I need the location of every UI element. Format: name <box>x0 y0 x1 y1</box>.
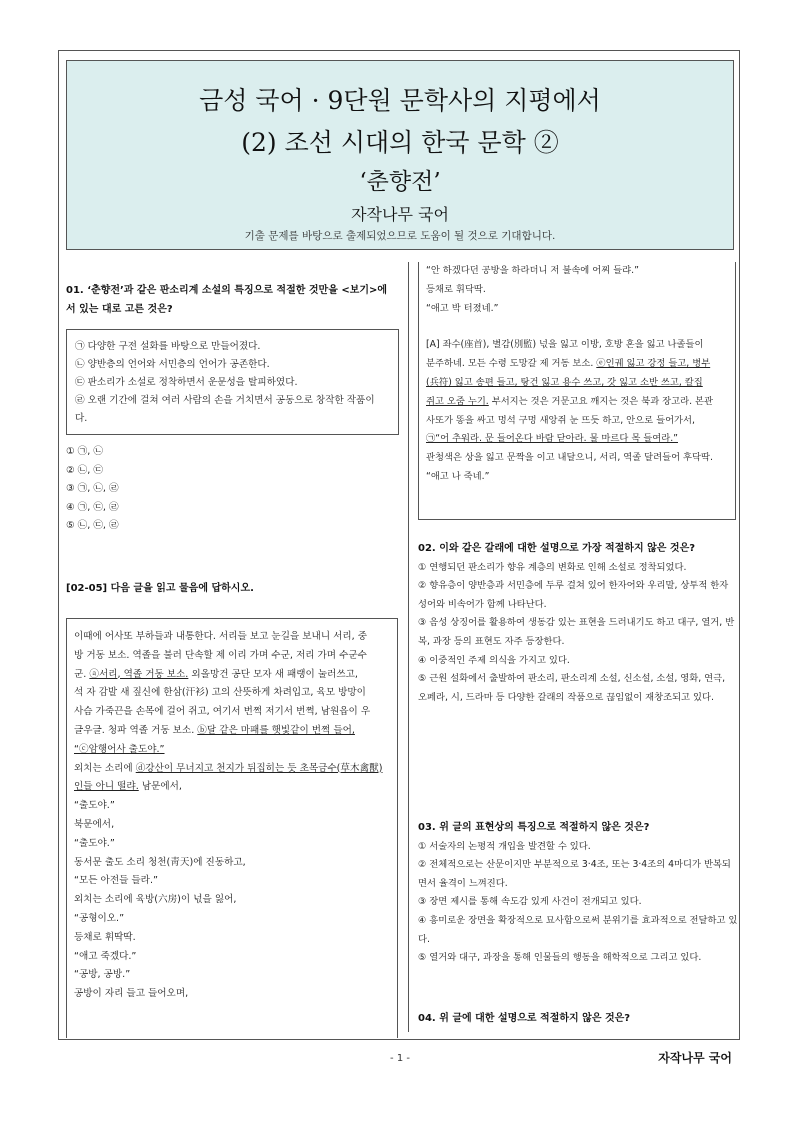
passage-line: “공방, 공방.” <box>74 969 131 981</box>
passage-line: “출도야.” <box>74 800 115 812</box>
choice-item[interactable]: ④ 흥미로운 장면을 확장적으로 묘사함으로써 분위기를 효과적으로 전달하고 있 다. <box>418 914 738 945</box>
choice-item[interactable]: ⑤ 근원 설화에서 출발하여 판소리, 판소리계 소설, 신소설, 소설, 영화, 연극, 오페라, 시, 드라마 등 다양한 갈래의 작품으로 끊임없이 재창조되고 있다. <box>418 673 726 703</box>
title-line-2: (2) 조선 시대의 한국 문학 ② <box>241 128 559 157</box>
passage-line: 등채로 휘딱딱. <box>74 931 136 943</box>
title-line-3: ‘춘향전’ <box>359 169 441 195</box>
q01-choices <box>66 443 399 536</box>
passage-line: ㉠“어 추워라. 문 들어온다 바람 닫아라. 물 마르다 목 들여라.” <box>426 433 678 445</box>
passage-line: “안 하겠다던 공방을 하라더니 저 불속에 어찌 들랴.” <box>426 265 639 276</box>
passage-line: 군. ⓐ서리, 역졸 거동 보소. 외올망건 공단 모자 새 패랭이 눌러쓰고, <box>74 668 358 680</box>
passage-right <box>426 262 732 487</box>
q03-block <box>418 819 738 968</box>
passage-line: 외치는 소리에 육방(六房)이 넋을 잃어, <box>74 894 237 906</box>
passage-line: 인들 아니 떨랴. 남문에서, <box>74 781 182 793</box>
passage-line: 사또가 똥을 싸고 멍석 구멍 새앙쥐 눈 뜨듯 하고, 안으로 들어가서, <box>426 414 695 426</box>
passage-line: 방 거동 보소. 역졸을 불러 단속할 제 이리 가며 수군, 저리 가며 수군수 <box>74 649 367 661</box>
underline-e: ⓔ인궤 잃고 강정 들고, 병부 <box>596 358 711 370</box>
choice-item[interactable]: ① 서술자의 논평적 개입을 발견할 수 있다. <box>418 840 591 852</box>
choice-item[interactable]: ⑤ 열거와 대구, 과장을 통해 인물들의 행동을 해학적으로 그리고 있다. <box>418 952 702 964</box>
passage-line: “애고 나 죽네.” <box>426 470 490 482</box>
q03-stem: 03. 위 글의 표현상의 특징으로 적절하지 않은 것은? <box>418 822 650 833</box>
passage-line: 이때에 어사또 부하들과 내통한다. 서리들 보고 눈길을 보내니 서리, 중 <box>74 631 368 642</box>
choice-item[interactable]: ④ ㉠, ㉢, ㉣ <box>66 501 119 513</box>
header-note: 기출 문제를 바탕으로 출제되었으므로 도움이 될 것으로 기대합니다. <box>244 230 556 242</box>
passage-line: 동서문 출도 소리 청천(靑天)에 진동하고, <box>74 856 246 868</box>
passage-line: [A] 좌수(座首), 별감(別監) 넋을 잃고 이방, 호방 혼을 잃고 나졸들이 <box>426 339 704 351</box>
left-column <box>66 282 399 598</box>
passage-line: “모든 아전들 들라.” <box>74 875 158 887</box>
choice-item[interactable]: ② 전체적으로는 산문이지만 부분적으로 3·4조, 또는 3·4조의 4마디가 반복되 면서 율격이 느껴진다. <box>418 859 731 889</box>
choice-item[interactable]: ③ 장면 제시를 통해 속도감 있게 사건이 전개되고 있다. <box>418 896 642 908</box>
choice-item[interactable]: ⑤ ㉡, ㉢, ㉣ <box>66 520 119 531</box>
title-header <box>66 60 734 250</box>
section-heading: [02-05] 다음 글을 읽고 물음에 답하시오. <box>66 582 254 594</box>
passage-left <box>74 628 392 1004</box>
choice-item[interactable]: ④ 이중적인 주제 의식을 가지고 있다. <box>418 654 570 666</box>
passage-line: 등채로 휘닥딱. <box>426 283 486 295</box>
passage-line: “애고 박 터졌네.” <box>426 302 499 314</box>
q01-stem <box>66 282 399 319</box>
bogi-item: ㉠ 다양한 구전 설화를 바탕으로 만들어졌다. <box>75 341 261 352</box>
bogi-item: ㉡ 양반층의 언어와 서민층의 언어가 공존한다. <box>75 359 270 370</box>
choice-item[interactable]: ③ ㉠, ㉡, ㉣ <box>66 483 119 494</box>
bogi-item: 다. <box>75 413 88 424</box>
passage-line: 북문에서, <box>74 818 115 830</box>
choice-item[interactable]: ② ㉡, ㉢ <box>66 464 103 476</box>
bogi-item: ㉣ 오랜 기간에 걸쳐 여러 사람의 손을 거치면서 공동으로 창작한 작품이 <box>75 395 375 406</box>
passage-line: 관청색은 상을 잃고 문짝을 이고 내달으니, 서리, 역졸 달려들어 후닥딱. <box>426 452 713 464</box>
header-brand: 자작나무 국어 <box>351 205 449 224</box>
choice-item[interactable]: ② 향유층이 양반층과 서민층에 두루 걸쳐 있어 한자어와 우리말, 상투적 한자 성어와 비속어가 함께 나타난다. <box>418 580 729 610</box>
choice-item[interactable]: ③ 음성 상징어를 활용하여 생동감 있는 표현을 드러내기도 하고 대구, 열거, 반 복, 과장 등의 표현도 자주 등장한다. <box>418 617 735 647</box>
passage-line: “ⓒ암행어사 출도야.” <box>74 743 165 755</box>
q01-stem-line-1: 01. ‘춘향전’과 같은 판소리계 소설의 특징으로 적절한 것만을 <보기>에 <box>66 285 388 296</box>
q02-block <box>418 540 738 707</box>
passage-line: 공방이 자리 들고 들어오며, <box>74 988 189 1000</box>
underline-a: ⓐ서리, 역졸 거동 보소. <box>89 668 189 680</box>
bogi-item: ㉢ 판소리가 소설로 정착하면서 운문성을 탈피하였다. <box>75 377 298 388</box>
choice-item[interactable]: ① ㉠, ㉡ <box>66 446 103 457</box>
passage-line: 쥐고 오줌 누기. 부서지는 것은 거문고요 깨지는 것은 북과 장고라. 본관 <box>426 395 713 407</box>
footer-brand: 자작나무 국어 <box>658 1051 732 1065</box>
underline-d: ⓓ강산이 무너지고 천지가 뒤집히는 듯 초목금수(草木禽獸) <box>135 762 383 774</box>
q01-bogi-box <box>66 329 399 435</box>
passage-line: 외치는 소리에 ⓓ강산이 무너지고 천지가 뒤집히는 듯 초목금수(草木禽獸) <box>74 762 383 774</box>
passage-line: 석 자 감발 새 짚신에 한삼(汗衫) 고의 산뜻하게 차려입고, 육모 방망이 <box>74 687 366 699</box>
q04-stem: 04. 위 글에 대한 설명으로 적절하지 않은 것은? <box>418 1013 631 1024</box>
choice-item[interactable]: ① 연행되던 판소리가 향유 계층의 변화로 인해 소설로 정착되었다. <box>418 561 687 573</box>
q02-stem: 02. 이와 같은 갈래에 대한 설명으로 가장 적절하지 않은 것은? <box>418 543 696 554</box>
page-number: - 1 - <box>390 1053 410 1064</box>
q01-stem-line-2: 서 있는 대로 고른 것은? <box>66 303 173 315</box>
passage-line: “공형이오.” <box>74 912 125 924</box>
passage-line: 분주하네. 모든 수령 도망갈 제 거동 보소. ⓔ인궤 잃고 강정 들고, 병부 <box>426 358 711 370</box>
column-divider <box>408 262 409 1032</box>
title-line-1: 금성 국어 · 9단원 문학사의 지평에서 <box>199 86 601 115</box>
q04-block <box>418 1010 738 1028</box>
underline-b: ⓑ달 같은 마패를 햇빛같이 번쩍 들어, <box>197 724 355 736</box>
passage-line: (兵符) 잃고 송편 들고, 탕건 잃고 용수 쓰고, 갓 잃고 소반 쓰고, 칼집 <box>426 376 703 388</box>
passage-line: 사슴 가죽끈을 손목에 걸어 쥐고, 여기서 번쩍 저기서 번쩍, 남원읍이 우 <box>74 706 371 718</box>
passage-line: “애고 죽겠다.” <box>74 950 137 962</box>
passage-line: 글우글. 청파 역졸 거동 보소. ⓑ달 같은 마패를 햇빛같이 번쩍 들어, <box>74 724 355 736</box>
passage-line: “출도야.” <box>74 837 115 849</box>
